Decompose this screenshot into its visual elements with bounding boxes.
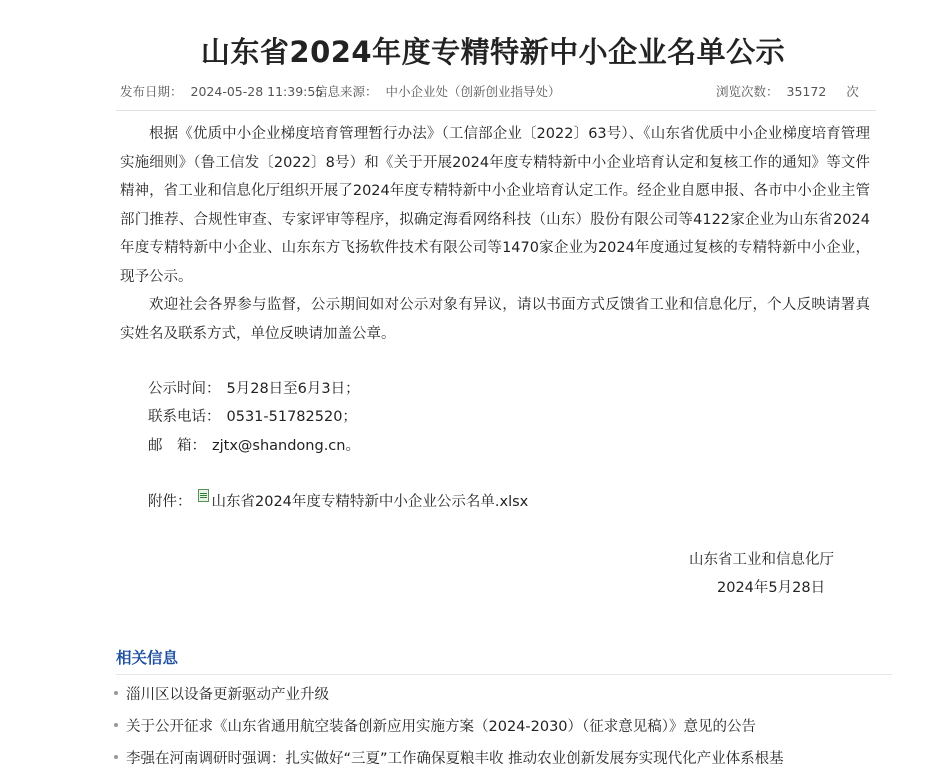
- page-title: 山东省2024年度专精特新中小企业名单公示: [200, 35, 786, 69]
- related-item[interactable]: [114, 684, 914, 716]
- related-item[interactable]: [114, 748, 914, 780]
- signature-org: 山东省工业和信息化厅: [689, 552, 834, 568]
- attachment-link[interactable]: 山东省2024年度专精特新中小企业公示名单.xlsx: [211, 494, 529, 510]
- related-item-link[interactable]: 淄川区以设备更新驱动产业升级: [126, 687, 329, 703]
- contact-phone-value: 0531-51782520；: [226, 409, 357, 425]
- info-source: [315, 82, 561, 100]
- attachment: [148, 490, 528, 511]
- related-divider: [116, 674, 892, 675]
- contact-phone: [148, 405, 357, 426]
- related-list: [114, 684, 914, 780]
- view-count-unit: 次: [846, 84, 859, 99]
- excel-file-icon: [198, 489, 209, 502]
- contact-email-value: zjtx@shandong.cn。: [212, 438, 360, 454]
- view-count-value: 35172: [786, 84, 827, 99]
- publish-date-value: 2024-05-28 11:39:55: [190, 84, 324, 99]
- publish-date: [120, 82, 323, 100]
- contact-email: [148, 434, 360, 455]
- article-paragraph: 欢迎社会各界参与监督，公示期间如对公示对象有异议，请以书面方式反馈省工业和信息化厅，个人反映请署真实姓名及联系方式，单位反映请加盖公章。: [120, 297, 870, 342]
- attachment-label: 附件：: [148, 494, 192, 510]
- view-count-label: 浏览次数：: [716, 84, 779, 99]
- article-paragraph: 根据《优质中小企业梯度培育管理暂行办法》（工信部企业〔2022〕63号）、《山东省优质中小企业梯度培育管理实施细则》（鲁工信发〔2022〕8号）和《关于开展2024年度专精特新中小企业培育认定和复核工作的通知》等文件精神，省工业和信息化厅组织开展了2024年度专精特新中小企业培育认定工作。经企业自愿申报、各市中小企业主管部门推荐、合规性审查、专家评审等程序，拟确定海看网络科技（山东）股份有限公司等4122家企业为山东省2024年度专精特新中小企业、山东东方飞扬软件技术有限公司等1470家企业为2024年度通过复核的专精特新中小企业，现予公示。: [120, 126, 870, 285]
- contact-email-label: 邮 箱：: [148, 438, 206, 454]
- view-count: [716, 82, 859, 100]
- bullet-icon: [114, 723, 118, 727]
- article-body: [120, 120, 870, 348]
- related-item-link[interactable]: 李强在河南调研时强调：扎实做好“三夏”工作确保夏粮丰收 推动农业创新发展夯实现代化产业体系根基: [126, 751, 784, 767]
- publish-date-label: 发布日期：: [120, 84, 183, 99]
- header-divider: [116, 110, 876, 111]
- info-source-value: 中小企业处（创新创业指导处）: [385, 84, 561, 99]
- publicity-period-value: 5月28日至6月3日；: [226, 381, 360, 397]
- bullet-icon: [114, 755, 118, 759]
- related-info-heading: 相关信息: [116, 649, 179, 667]
- related-item-link[interactable]: 关于公开征求《山东省通用航空装备创新应用实施方案（2024-2030）（征求意见稿）》意见的公告: [126, 719, 757, 735]
- publicity-period: [148, 377, 360, 398]
- bullet-icon: [114, 691, 118, 695]
- related-item[interactable]: [114, 716, 914, 748]
- publicity-period-label: 公示时间：: [148, 381, 221, 397]
- info-source-label: 信息来源：: [315, 84, 378, 99]
- signature-date: 2024年5月28日: [717, 580, 826, 596]
- contact-phone-label: 联系电话：: [148, 409, 221, 425]
